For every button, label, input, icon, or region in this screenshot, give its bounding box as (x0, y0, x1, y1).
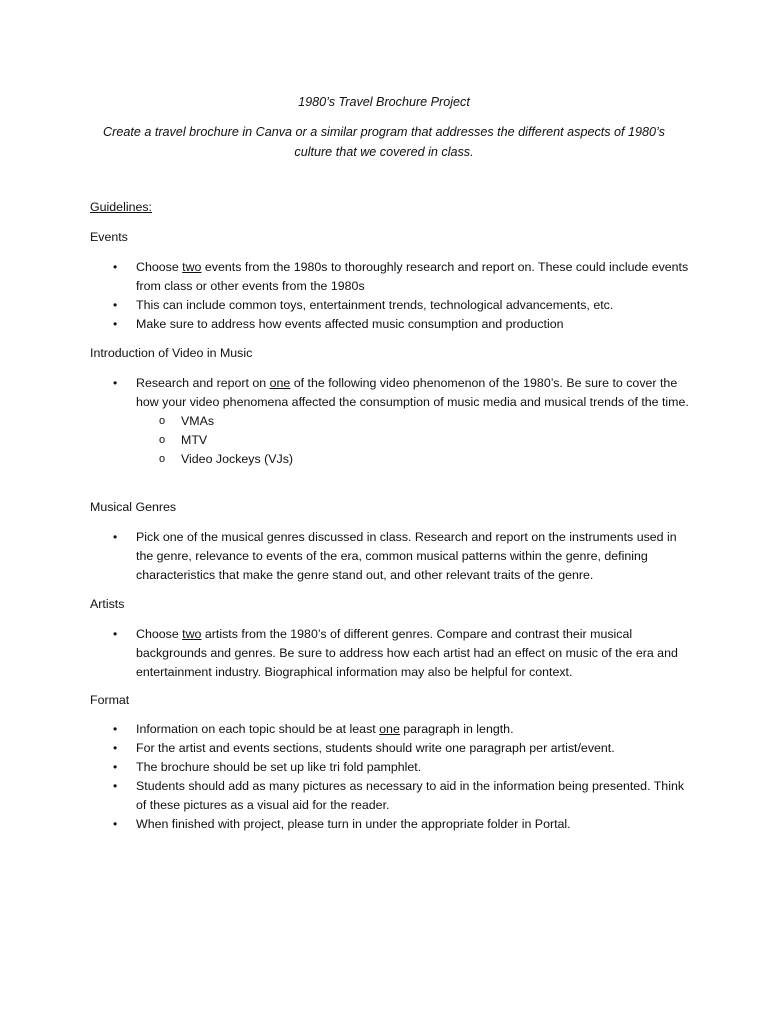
emphasis-two: two (182, 627, 202, 641)
video-sublist (136, 412, 690, 469)
emphasis-one: one (269, 376, 291, 390)
format-list (90, 720, 690, 834)
events-list-block (90, 258, 690, 334)
format-list-block (90, 720, 690, 834)
events-bullet-1: • Choose two events from the 1980s to thoroughly research and report on. These could include events from class or other events from the 1980s (90, 258, 690, 296)
video-subitem-mtv: o MTV (136, 431, 690, 450)
format-heading: Format (90, 693, 130, 707)
video-list (90, 374, 690, 469)
video-list-block (90, 374, 690, 469)
format-bullet-2: • For the artist and events sections, students should write one paragraph per artist/event. (90, 739, 690, 758)
emphasis-one: one (379, 722, 400, 736)
events-bullet-3: • Make sure to address how events affected music consumption and production (90, 315, 690, 334)
format-bullet-1: • Information on each topic should be at least one paragraph in length. (90, 720, 690, 739)
emphasis-two: two (182, 260, 202, 274)
artists-list (90, 625, 690, 682)
guidelines-label: Guidelines: (90, 200, 152, 214)
video-subitem-vjs: o Video Jockeys (VJs) (136, 450, 690, 469)
format-bullet-4: • Students should add as many pictures as necessary to aid in the information being presented. Think of these pictures as a visual aid for the reader. (90, 777, 690, 815)
format-bullet-5: • When finished with project, please turn in under the appropriate folder in Portal. (90, 815, 690, 834)
events-heading: Events (90, 230, 128, 244)
document-subtitle: Create a travel brochure in Canva or a similar program that addresses the different aspects of 1980’s culture that we covered in class. (103, 125, 665, 159)
genres-list-block (90, 528, 690, 585)
genres-list (90, 528, 690, 585)
video-subitem-vmas: o VMAs (136, 412, 690, 431)
artists-list-block (90, 625, 690, 682)
genres-bullet-1: • Pick one of the musical genres discussed in class. Research and report on the instruments used in the genre, relevance to events of the era, common musical patterns within the genre, defining characteristics that make the genre stand out, and other relevant traits of the genre. (90, 528, 690, 585)
video-bullet-1: • Research and report on one of the following video phenomenon of the 1980’s. Be sure to cover the how your video phenomena affected the consumption of music media and musical trends of the time. o VMAs o MTV o Video Jockeys (VJs) (90, 374, 690, 469)
document-title: 1980’s Travel Brochure Project (298, 95, 470, 109)
video-heading: Introduction of Video in Music (90, 346, 253, 360)
artists-bullet-1: • Choose two artists from the 1980’s of different genres. Compare and contrast their musical backgrounds and genres. Be sure to address how each artist had an effect on music of the era and entertainment industry. Biographical information may also be helpful for context. (90, 625, 690, 682)
events-bullet-2: • This can include common toys, entertainment trends, technological advancements, etc. (90, 296, 690, 315)
format-bullet-3: • The brochure should be set up like tri fold pamphlet. (90, 758, 690, 777)
events-list (90, 258, 690, 334)
genres-heading: Musical Genres (90, 500, 177, 514)
artists-heading: Artists (90, 597, 125, 611)
